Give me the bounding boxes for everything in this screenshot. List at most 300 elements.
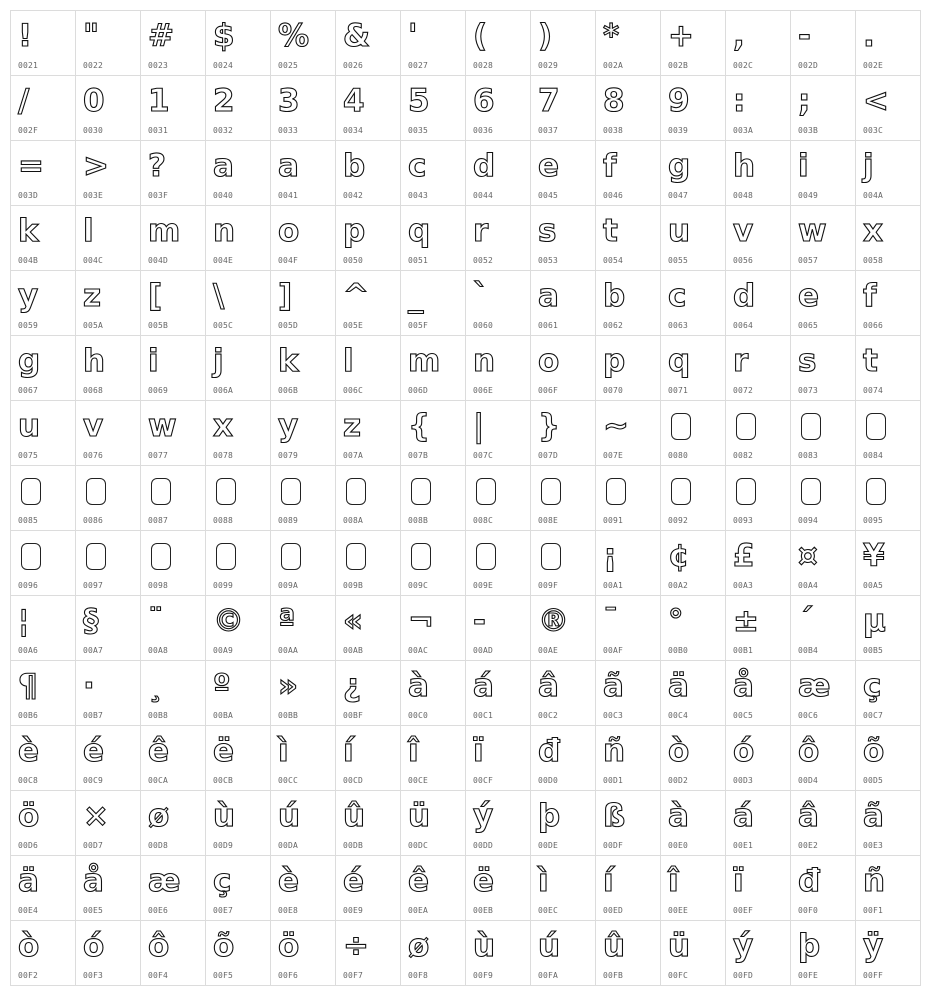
- glyph-code-label: 0029: [538, 61, 559, 70]
- glyph-code-label: 0098: [148, 581, 169, 590]
- glyph-cell: [76, 11, 141, 76]
- glyph-cell: [336, 271, 401, 336]
- glyph-preview: ó: [83, 928, 105, 964]
- glyph-code-label: 0058: [863, 256, 884, 265]
- glyph-code-label: 0032: [213, 126, 234, 135]
- glyph-code-label: 005C: [213, 321, 234, 330]
- glyph-preview: ò: [18, 928, 40, 964]
- glyph-code-label: 0076: [83, 451, 104, 460]
- glyph-preview: w: [798, 213, 827, 249]
- glyph-cell: [76, 726, 141, 791]
- glyph-cell: [531, 11, 596, 76]
- glyph-cell: [271, 791, 336, 856]
- glyph-cell: [206, 856, 271, 921]
- glyph-cell: [336, 726, 401, 791]
- glyph-code-label: 00E5: [83, 906, 104, 915]
- glyph-cell: [661, 726, 726, 791]
- glyph-code-label: 0043: [408, 191, 429, 200]
- glyph-preview: v: [733, 213, 754, 249]
- glyph-cell: [661, 791, 726, 856]
- glyph-preview: 4: [343, 83, 365, 119]
- glyph-code-label: 009E: [473, 581, 494, 590]
- glyph-preview: z: [83, 278, 102, 314]
- glyph-preview: ¢: [668, 538, 690, 574]
- glyph-preview: ~: [603, 408, 629, 444]
- glyph-cell: [791, 726, 856, 791]
- glyph-cell: [726, 921, 791, 986]
- glyph-code-label: 00D1: [603, 776, 624, 785]
- glyph-code-label: 0030: [83, 126, 104, 135]
- glyph-cell: [271, 271, 336, 336]
- glyph-cell: [11, 76, 76, 141]
- glyph-code-label: 0091: [603, 516, 624, 525]
- glyph-cell: [531, 661, 596, 726]
- glyph-code-label: 009B: [343, 581, 364, 590]
- glyph-code-label: 00F5: [213, 971, 234, 980]
- glyph-preview: ó: [733, 733, 755, 769]
- glyph-preview: ý: [473, 798, 494, 834]
- glyph-preview: ï: [473, 733, 484, 769]
- glyph-preview: ù: [213, 798, 236, 834]
- glyph-preview: à: [408, 668, 429, 704]
- glyph-preview: ,: [733, 18, 745, 54]
- glyph-preview: ê: [148, 733, 170, 769]
- glyph-code-label: 0083: [798, 451, 819, 460]
- glyph-cell: [271, 206, 336, 271]
- glyph-preview: !: [18, 18, 33, 54]
- glyph-code-label: 004B: [18, 256, 39, 265]
- glyph-missing-box: [83, 468, 135, 514]
- glyph-cell: [401, 336, 466, 401]
- glyph-preview: e: [798, 278, 820, 314]
- glyph-preview: ¬: [408, 603, 434, 639]
- glyph-code-label: 00E2: [798, 841, 819, 850]
- glyph-cell: [271, 336, 336, 401]
- glyph-preview: ê: [408, 863, 430, 899]
- glyph-preview: ü: [668, 928, 691, 964]
- glyph-preview: ô: [798, 733, 820, 769]
- glyph-code-label: 003F: [148, 191, 169, 200]
- glyph-preview: þ: [798, 928, 821, 964]
- glyph-cell: [531, 726, 596, 791]
- glyph-code-label: 00E1: [733, 841, 754, 850]
- glyph-code-label: 00A1: [603, 581, 624, 590]
- glyph-code-label: 002A: [603, 61, 624, 70]
- glyph-code-label: 00D4: [798, 776, 819, 785]
- glyph-cell: [271, 531, 336, 596]
- glyph-preview: h: [83, 343, 106, 379]
- glyph-preview: k: [278, 343, 299, 379]
- glyph-code-label: 0094: [798, 516, 819, 525]
- glyph-preview: ñ: [863, 863, 886, 899]
- glyph-code-label: 0044: [473, 191, 494, 200]
- glyph-preview: b: [603, 278, 626, 314]
- glyph-code-label: 0068: [83, 386, 104, 395]
- glyph-preview: ": [83, 18, 100, 54]
- glyph-code-label: 005D: [278, 321, 299, 330]
- glyph-preview: b: [343, 148, 366, 184]
- glyph-cell: [596, 661, 661, 726]
- glyph-cell: [336, 531, 401, 596]
- glyph-preview: á: [473, 668, 494, 704]
- glyph-code-label: 00C3: [603, 711, 624, 720]
- glyph-cell: [596, 141, 661, 206]
- glyph-code-label: 004C: [83, 256, 104, 265]
- glyph-cell: [206, 141, 271, 206]
- glyph-code-label: 002E: [863, 61, 884, 70]
- glyph-code-label: 003B: [798, 126, 819, 135]
- glyph-preview: ã: [863, 798, 884, 834]
- glyph-preview: ×: [83, 798, 109, 834]
- glyph-cell: [596, 336, 661, 401]
- glyph-cell: [856, 466, 921, 531]
- glyph-preview: o: [538, 343, 560, 379]
- glyph-code-label: 008A: [343, 516, 364, 525]
- glyph-cell: [856, 141, 921, 206]
- glyph-code-label: 00DD: [473, 841, 494, 850]
- glyph-cell: [401, 76, 466, 141]
- glyph-code-label: 0080: [668, 451, 689, 460]
- glyph-preview: ¯: [603, 603, 619, 639]
- glyph-cell: [76, 596, 141, 661]
- glyph-code-label: 0065: [798, 321, 819, 330]
- glyph-preview: t: [863, 343, 878, 379]
- glyph-cell: [76, 466, 141, 531]
- glyph-cell: [466, 11, 531, 76]
- glyph-code-label: 0071: [668, 386, 689, 395]
- glyph-code-label: 007D: [538, 451, 559, 460]
- glyph-preview: {: [408, 408, 431, 444]
- glyph-code-label: 00C7: [863, 711, 884, 720]
- glyph-cell: [726, 596, 791, 661]
- glyph-code-label: 00E0: [668, 841, 689, 850]
- glyph-code-label: 0026: [343, 61, 364, 70]
- glyph-preview: (: [473, 18, 488, 54]
- glyph-code-label: 009F: [538, 581, 559, 590]
- glyph-code-label: 0041: [278, 191, 299, 200]
- glyph-cell: [856, 791, 921, 856]
- glyph-cell: [11, 661, 76, 726]
- glyph-cell: [206, 596, 271, 661]
- glyph-preview: j: [863, 148, 874, 184]
- glyph-preview: |: [473, 408, 485, 444]
- glyph-cell: [596, 596, 661, 661]
- glyph-preview: z: [343, 408, 362, 444]
- glyph-preview: å: [733, 668, 754, 704]
- glyph-cell: [206, 76, 271, 141]
- glyph-code-label: 0089: [278, 516, 299, 525]
- glyph-preview: i: [798, 148, 809, 184]
- glyph-cell: [596, 206, 661, 271]
- glyph-code-label: 00D6: [18, 841, 39, 850]
- glyph-code-label: 0050: [343, 256, 364, 265]
- glyph-cell: [76, 401, 141, 466]
- glyph-code-label: 0092: [668, 516, 689, 525]
- glyph-code-label: 00CF: [473, 776, 494, 785]
- glyph-cell: [141, 336, 206, 401]
- glyph-preview: í: [603, 863, 614, 899]
- glyph-code-label: 0093: [733, 516, 754, 525]
- glyph-missing-box: [213, 468, 265, 514]
- glyph-code-label: 0022: [83, 61, 104, 70]
- glyph-preview: ï: [733, 863, 744, 899]
- glyph-code-label: 00F7: [343, 971, 364, 980]
- glyph-cell: [336, 661, 401, 726]
- glyph-cell: [466, 726, 531, 791]
- glyph-cell: [531, 921, 596, 986]
- glyph-cell: [726, 11, 791, 76]
- glyph-cell: [76, 661, 141, 726]
- glyph-code-label: 00B4: [798, 646, 819, 655]
- glyph-preview: ä: [668, 668, 689, 704]
- glyph-cell: [856, 596, 921, 661]
- glyph-code-label: 0021: [18, 61, 39, 70]
- glyph-code-label: 00DB: [343, 841, 364, 850]
- glyph-missing-box: [603, 468, 655, 514]
- glyph-cell: [531, 856, 596, 921]
- glyph-cell: [11, 206, 76, 271]
- glyph-code-label: 0072: [733, 386, 754, 395]
- glyph-code-label: 0039: [668, 126, 689, 135]
- glyph-preview: g: [18, 343, 41, 379]
- glyph-code-label: 004D: [148, 256, 169, 265]
- glyph-code-label: 00AC: [408, 646, 429, 655]
- glyph-cell: [791, 271, 856, 336]
- glyph-cell: [466, 336, 531, 401]
- glyph-preview: ý: [733, 928, 754, 964]
- glyph-code-label: 0060: [473, 321, 494, 330]
- glyph-preview: +: [668, 18, 694, 54]
- glyph-code-label: 00A2: [668, 581, 689, 590]
- glyph-code-label: 0082: [733, 451, 754, 460]
- glyph-missing-box: [733, 403, 785, 449]
- glyph-cell: [271, 141, 336, 206]
- glyph-code-label: 006E: [473, 386, 494, 395]
- glyph-cell: [791, 531, 856, 596]
- glyph-cell: [856, 336, 921, 401]
- glyph-cell: [76, 921, 141, 986]
- glyph-code-label: 00BB: [278, 711, 299, 720]
- glyph-missing-box: [343, 468, 395, 514]
- glyph-preview: ö: [278, 928, 300, 964]
- glyph-preview: é: [343, 863, 365, 899]
- glyph-cell: [791, 596, 856, 661]
- glyph-code-label: 0077: [148, 451, 169, 460]
- glyph-missing-box: [18, 533, 70, 579]
- glyph-code-label: 007E: [603, 451, 624, 460]
- glyph-preview: ·: [83, 668, 95, 704]
- glyph-cell: [726, 271, 791, 336]
- glyph-cell: [336, 856, 401, 921]
- glyph-cell: [141, 271, 206, 336]
- glyph-cell: [466, 856, 531, 921]
- glyph-preview: ç: [863, 668, 882, 704]
- glyph-cell: [531, 271, 596, 336]
- glyph-code-label: 003A: [733, 126, 754, 135]
- glyph-preview: è: [18, 733, 40, 769]
- glyph-preview: á: [733, 798, 754, 834]
- glyph-cell: [726, 661, 791, 726]
- glyph-cell: [11, 466, 76, 531]
- glyph-cell: [336, 466, 401, 531]
- glyph-code-label: 00FC: [668, 971, 689, 980]
- glyph-cell: [141, 791, 206, 856]
- glyph-cell: [206, 726, 271, 791]
- glyph-preview: t: [603, 213, 618, 249]
- glyph-code-label: 00EB: [473, 906, 494, 915]
- glyph-cell: [76, 76, 141, 141]
- glyph-code-label: 00AE: [538, 646, 559, 655]
- glyph-code-label: 00EA: [408, 906, 429, 915]
- glyph-cell: [141, 401, 206, 466]
- glyph-cell: [76, 336, 141, 401]
- glyph-cell: [466, 466, 531, 531]
- glyph-cell: [401, 206, 466, 271]
- glyph-cell: [661, 531, 726, 596]
- glyph-code-label: 0052: [473, 256, 494, 265]
- glyph-preview: 2: [213, 83, 235, 119]
- glyph-code-label: 004F: [278, 256, 299, 265]
- glyph-preview: î: [408, 733, 419, 769]
- glyph-code-label: 0086: [83, 516, 104, 525]
- glyph-cell: [271, 466, 336, 531]
- glyph-cell: [141, 466, 206, 531]
- glyph-code-label: 0036: [473, 126, 494, 135]
- glyph-code-label: 0097: [83, 581, 104, 590]
- glyph-code-label: 00EE: [668, 906, 689, 915]
- glyph-code-label: 0079: [278, 451, 299, 460]
- glyph-code-label: 0055: [668, 256, 689, 265]
- glyph-preview: ò: [668, 733, 690, 769]
- glyph-code-label: 00FE: [798, 971, 819, 980]
- glyph-code-label: 0074: [863, 386, 884, 395]
- glyph-code-label: 0078: [213, 451, 234, 460]
- glyph-code-label: 00F3: [83, 971, 104, 980]
- glyph-preview: >: [83, 148, 109, 184]
- glyph-preview: -: [798, 18, 811, 54]
- glyph-preview: 7: [538, 83, 560, 119]
- glyph-cell: [336, 401, 401, 466]
- glyph-code-label: 0075: [18, 451, 39, 460]
- glyph-cell: [726, 206, 791, 271]
- glyph-cell: [791, 11, 856, 76]
- glyph-code-label: 005B: [148, 321, 169, 330]
- glyph-code-label: 00B1: [733, 646, 754, 655]
- glyph-code-label: 00E8: [278, 906, 299, 915]
- glyph-code-label: 0088: [213, 516, 234, 525]
- glyph-preview: í: [343, 733, 354, 769]
- glyph-cell: [141, 726, 206, 791]
- glyph-missing-box: [408, 533, 460, 579]
- glyph-cell: [206, 401, 271, 466]
- glyph-code-label: 00DF: [603, 841, 624, 850]
- glyph-cell: [466, 206, 531, 271]
- glyph-preview: h: [733, 148, 756, 184]
- glyph-code-label: 004A: [863, 191, 884, 200]
- glyph-missing-box: [798, 403, 850, 449]
- glyph-cell: [336, 336, 401, 401]
- glyph-code-label: 0035: [408, 126, 429, 135]
- glyph-cell: [466, 531, 531, 596]
- glyph-cell: [726, 466, 791, 531]
- glyph-cell: [531, 596, 596, 661]
- glyph-cell: [271, 76, 336, 141]
- glyph-preview: d: [733, 278, 756, 314]
- glyph-code-label: 00C1: [473, 711, 494, 720]
- glyph-preview: u: [668, 213, 691, 249]
- glyph-preview: °: [668, 603, 684, 639]
- glyph-code-label: 0046: [603, 191, 624, 200]
- glyph-preview: ö: [18, 798, 40, 834]
- glyph-cell: [401, 791, 466, 856]
- glyph-cell: [466, 791, 531, 856]
- glyph-preview: /: [18, 83, 30, 119]
- glyph-cell: [661, 661, 726, 726]
- glyph-cell: [11, 726, 76, 791]
- glyph-cell: [76, 856, 141, 921]
- glyph-code-label: 0034: [343, 126, 364, 135]
- glyph-code-label: 00C5: [733, 711, 754, 720]
- glyph-code-label: 0069: [148, 386, 169, 395]
- glyph-code-label: 007C: [473, 451, 494, 460]
- glyph-cell: [596, 921, 661, 986]
- glyph-preview: e: [538, 148, 560, 184]
- glyph-cell: [336, 206, 401, 271]
- glyph-code-label: 00A4: [798, 581, 819, 590]
- glyph-code-label: 00EC: [538, 906, 559, 915]
- glyph-code-label: 00EF: [733, 906, 754, 915]
- glyph-preview: 9: [668, 83, 690, 119]
- glyph-cell: [856, 921, 921, 986]
- glyph-cell: [791, 401, 856, 466]
- glyph-cell: [791, 466, 856, 531]
- glyph-code-label: 00D3: [733, 776, 754, 785]
- glyph-preview: n: [213, 213, 236, 249]
- glyph-preview: k: [18, 213, 39, 249]
- glyph-code-label: 0028: [473, 61, 494, 70]
- glyph-preview: ú: [538, 928, 561, 964]
- glyph-missing-box: [18, 468, 70, 514]
- glyph-preview: <: [863, 83, 889, 119]
- glyph-cell: [856, 401, 921, 466]
- glyph-cell: [791, 141, 856, 206]
- glyph-cell: [596, 466, 661, 531]
- glyph-cell: [661, 76, 726, 141]
- glyph-cell: [11, 336, 76, 401]
- glyph-cell: [141, 141, 206, 206]
- glyph-code-label: 0053: [538, 256, 559, 265]
- glyph-preview: å: [83, 863, 104, 899]
- glyph-cell: [791, 791, 856, 856]
- glyph-cell: [466, 661, 531, 726]
- glyph-preview: ¨: [148, 603, 164, 639]
- glyph-preview: đ: [538, 733, 561, 769]
- glyph-preview: ¤: [798, 538, 818, 574]
- glyph-cell: [726, 76, 791, 141]
- glyph-preview: ±: [733, 603, 759, 639]
- glyph-preview: ©: [213, 603, 244, 639]
- glyph-code-label: 00E9: [343, 906, 364, 915]
- glyph-preview: c: [408, 148, 427, 184]
- glyph-code-label: 00D9: [213, 841, 234, 850]
- glyph-cell: [141, 856, 206, 921]
- glyph-preview: ñ: [603, 733, 626, 769]
- glyph-code-label: 0049: [798, 191, 819, 200]
- glyph-cell: [596, 76, 661, 141]
- glyph-preview: «: [343, 603, 364, 639]
- glyph-code-label: 00D5: [863, 776, 884, 785]
- glyph-code-label: 005E: [343, 321, 364, 330]
